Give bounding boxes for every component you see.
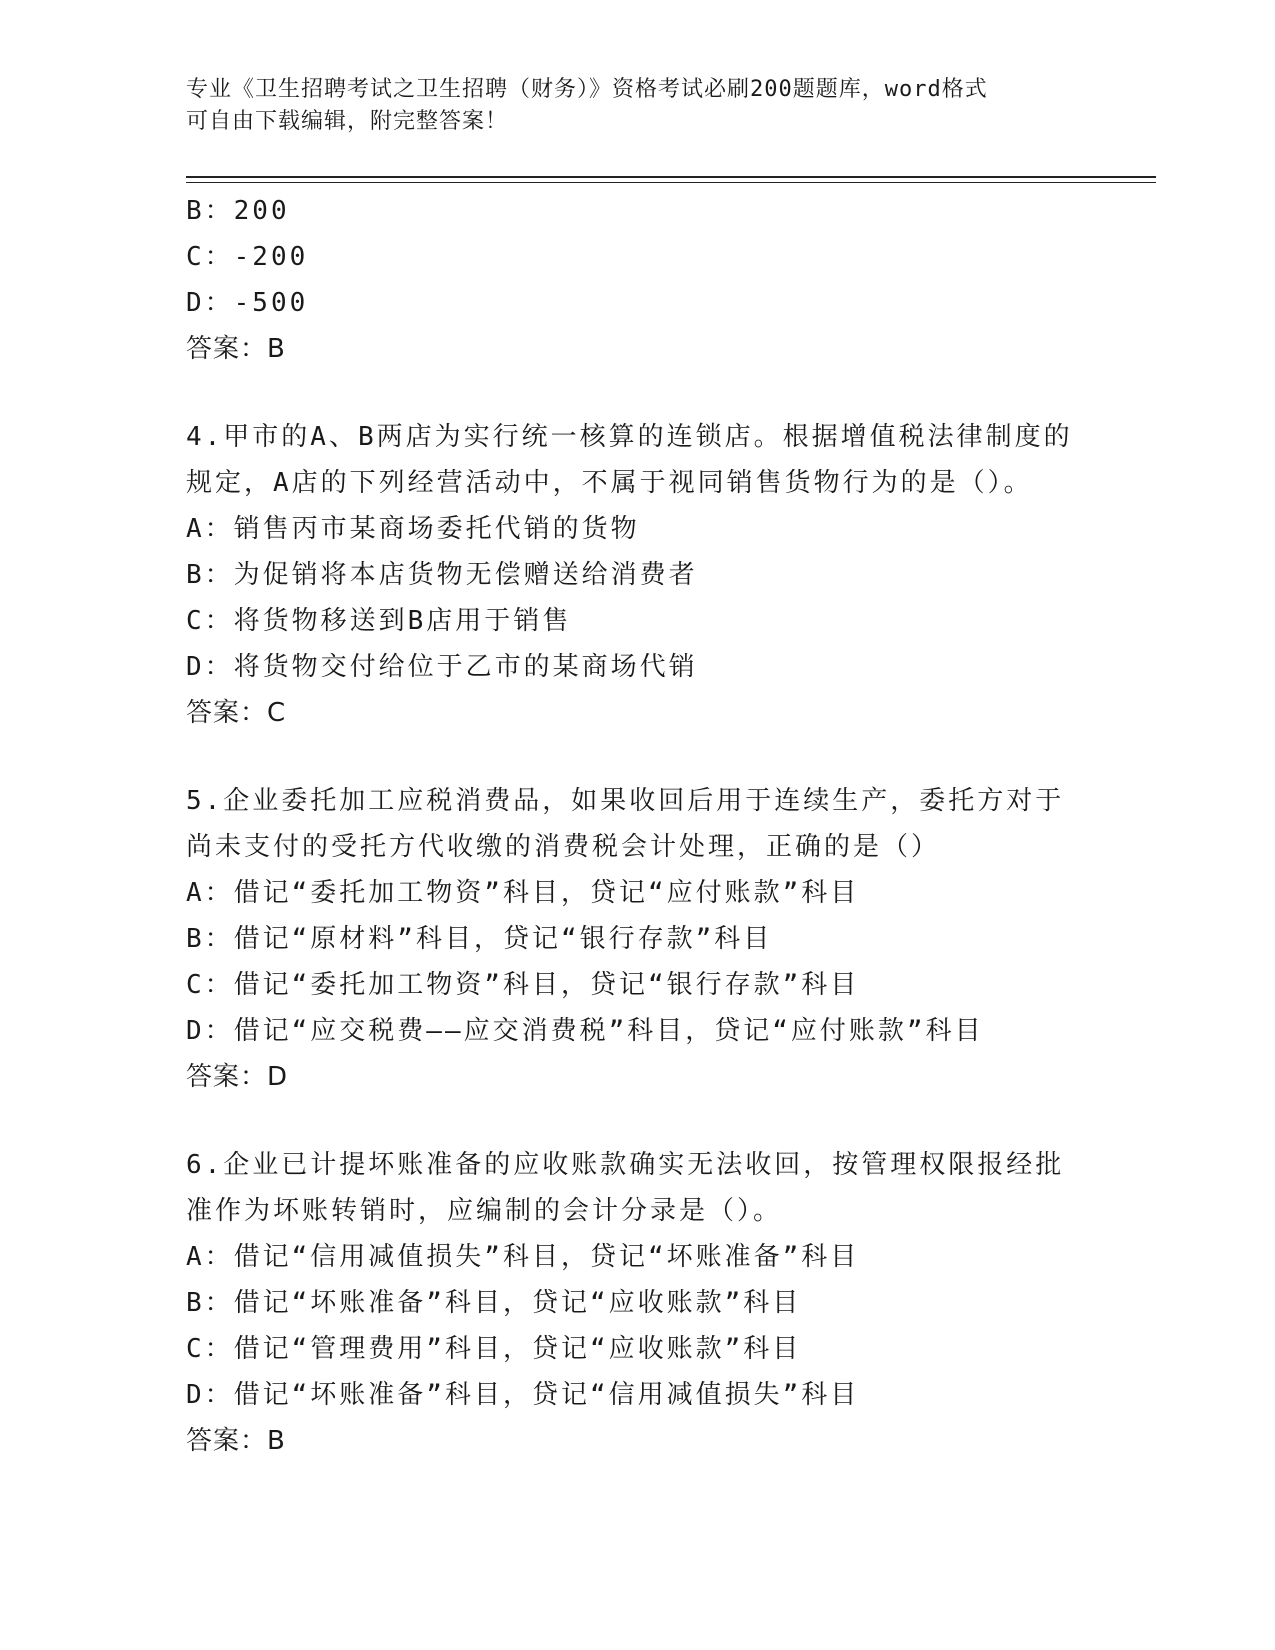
header-line-1: 专业《卫生招聘考试之卫生招聘（财务）》资格考试必刷200题题库，word格式 [186,77,988,102]
question-content [186,188,1086,1464]
option-c: C：借记“委托加工物资”科目，贷记“银行存款”科目 [186,970,860,1000]
previous-question-tail [186,188,1086,372]
question-stem: 准作为坏账转销时，应编制的会计分录是（）。 [186,1196,783,1226]
question-stem: 5.企业委托加工应税消费品，如果收回后用于连续生产，委托方对于 [186,786,1065,816]
option-a: A：借记“委托加工物资”科目，贷记“应付账款”科目 [186,878,860,908]
question-5 [186,778,1086,1100]
answer: 答案：B [186,1426,286,1456]
question-6 [186,1142,1086,1464]
question-stem: 4.甲市的A、B两店为实行统一核算的连锁店。根据增值税法律制度的 [186,422,1073,452]
option-b: B：借记“原材料”科目，贷记“银行存款”科目 [186,924,773,954]
header-divider-thick [186,176,1156,178]
question-stem: 尚未支付的受托方代收缴的消费税会计处理，正确的是（） [186,832,941,862]
option-b: B：200 [186,196,290,226]
option-b: B：为促销将本店货物无偿赠送给消费者 [186,560,698,590]
question-stem: 6.企业已计提坏账准备的应收账款确实无法收回，按管理权限报经批 [186,1150,1065,1180]
header-divider-thin [186,182,1156,183]
option-a: A：销售丙市某商场委托代销的货物 [186,514,640,544]
option-d: D：借记“坏账准备”科目，贷记“信用减值损失”科目 [186,1380,860,1410]
document-header [186,74,1086,138]
option-a: A：借记“信用减值损失”科目，贷记“坏账准备”科目 [186,1242,860,1272]
answer: 答案：D [186,1062,289,1092]
option-d: D：将货物交付给位于乙市的某商场代销 [186,652,698,682]
option-c: C：借记“管理费用”科目，贷记“应收账款”科目 [186,1334,802,1364]
option-d: D：借记“应交税费——应交消费税”科目，贷记“应付账款”科目 [186,1016,984,1046]
answer: 答案：B [186,334,286,364]
header-line-2: 可自由下载编辑，附完整答案！ [186,109,509,134]
option-d: D：-500 [186,288,309,318]
answer: 答案：C [186,698,287,728]
option-b: B：借记“坏账准备”科目，贷记“应收账款”科目 [186,1288,802,1318]
question-stem: 规定，A店的下列经营活动中，不属于视同销售货物行为的是（）。 [186,468,1033,498]
question-4 [186,414,1086,736]
option-c: C：-200 [186,242,309,272]
option-c: C：将货物移送到B店用于销售 [186,606,572,636]
